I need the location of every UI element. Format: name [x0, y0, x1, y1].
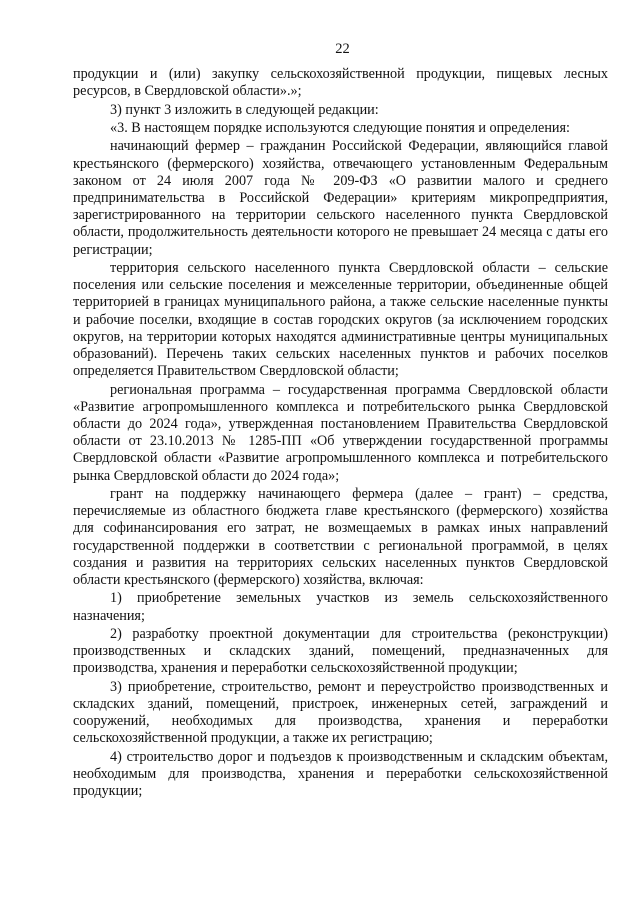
paragraph-list-item-2: 2) разработку проектной документации для строительства (реконструкции) производственных и складских зданий, помещений, предназначенных для производства, хранения и переработки сельскохозяйственной продукции;	[73, 626, 608, 677]
paragraph-definition-regional-program: региональная программа – государственная программа Свердловской области «Развитие агропромышленного комплекса и потребительского рынка Свердловской области до 2024 года», утвержденная постановлением Правительства Свердловской области от 23.10.2013 № 1285-ПП «Об утверждении государственной программы Свердловской области «Развитие агропромышленного комплекса и потребительского рынка Свердловской области до 2024 года»;	[73, 381, 608, 484]
paragraph-continuation: продукции и (или) закупку сельскохозяйственной продукции, пищевых лесных ресурсов, в Свердловской области».»;	[73, 66, 608, 100]
page-number: 22	[335, 41, 350, 57]
paragraph-item-3-intro: 3) пункт 3 изложить в следующей редакции:	[110, 101, 379, 118]
paragraph-list-item-1: 1) приобретение земельных участков из земель сельскохозяйственного назначения;	[73, 590, 608, 624]
paragraph-definitions-intro: «3. В настоящем порядке используются следующие понятия и определения:	[110, 119, 570, 136]
paragraph-definition-rural-territory: территория сельского населенного пункта Свердловской области – сельские поселения или сельские поселения и межселенные территории, объединенные общей территорией в границах муниципального района, а также сельские населенные пункты и рабочие поселки, входящие в состав городских округов (за исключением городских округов, на территории которых находятся административные центры муниципальных образований). Перечень таких сельских населенных пунктов и рабочих поселков определяется Правительством Свердловской области;	[73, 259, 608, 380]
paragraph-list-item-4: 4) строительство дорог и подъездов к производственным и складским объектам, необходимым для производства, хранения и переработки сельскохозяйственной продукции;	[73, 748, 608, 800]
paragraph-list-item-3: 3) приобретение, строительство, ремонт и переустройство производственных и складских зданий, помещений, пристроек, инженерных сетей, заграждений и сооружений, необходимых для производства, хранения и переработки сельскохозяйственной продукции, а также их регистрацию;	[73, 678, 608, 747]
paragraph-definition-beginning-farmer: начинающий фермер – гражданин Российской Федерации, являющийся главой крестьянского (фермерского) хозяйства, отвечающего установленным Федеральным законом от 24 июля 2007 года № 209-ФЗ «О развитии малого и среднего предпринимательства в Российской Федерации» критериям микропредприятия, зарегистрированного на территории сельского населенного пункта Свердловской области, продолжительность деятельности которого не превышает 24 месяца с даты его регистрации;	[73, 138, 608, 258]
paragraph-definition-grant: грант на поддержку начинающего фермера (далее – грант) – средства, перечисляемые из областного бюджета главе крестьянского (фермерского) хозяйства для софинансирования его затрат, не возмещаемых в рамках иных направлений государственной поддержки в соответствии с региональной программой, в целях создания и развития на территориях сельских населенных пунктов Свердловской области крестьянского (фермерского) хозяйства, включая:	[73, 486, 608, 589]
document-page	[73, 40, 608, 802]
